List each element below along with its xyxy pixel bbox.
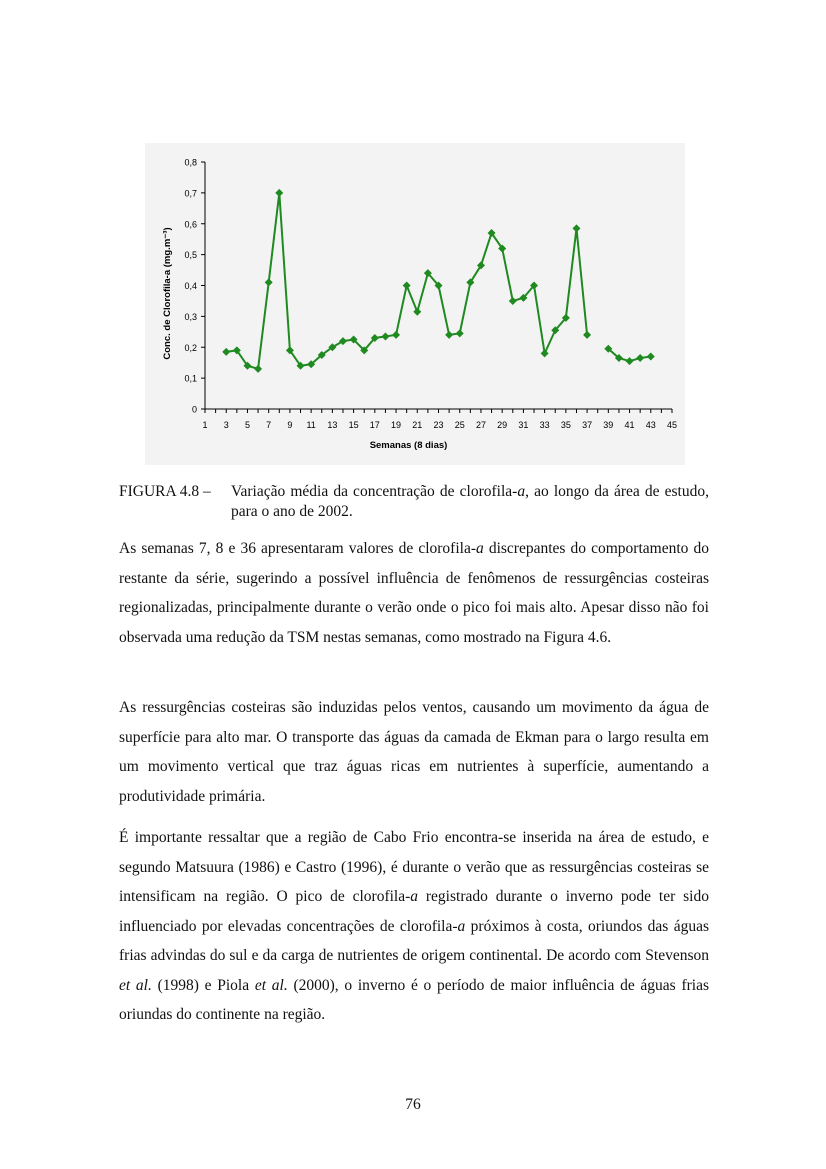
x-tick-label: 43 (645, 420, 656, 430)
data-point (222, 348, 230, 356)
paragraph-1: As semanas 7, 8 e 36 apresentaram valores de clorofila-a discrepantes do comportamento do restante da série, sugerindo a possível influência de fenômenos de ressurgências costeiras regionalizadas, principalmente durante o verão onde o pico foi mais alto. Apesar disso não foi observada uma redução da TSM nestas semanas, como mostrado na Figura 4.6. (119, 540, 709, 646)
x-tick-label: 9 (287, 420, 293, 430)
data-point (541, 349, 549, 357)
x-tick-label: 31 (518, 420, 529, 430)
data-point (339, 337, 347, 345)
x-tick-label: 19 (391, 420, 402, 430)
paragraph-3: É importante ressaltar que a região de Cabo Frio encontra-se inserida na área de estudo, e segundo Matsuura (1986) e Castro (1996), é durante o verão que as ressurgências costeiras se intensificam na região. O pico de clorofila-a registrado durante o inverno pode ter sido influenciado por elevadas concentrações de clorofila-a próximos à costa, oriundos das águas frias advindas do sul e da carga de nutrientes de origem continental. De acordo com Stevenson et al. (1998) e Piola et al. (2000), o inverno é o período de maior influência de águas frias oriundas do continente na região. (119, 829, 709, 1023)
data-point (275, 189, 283, 197)
x-tick-label: 23 (433, 420, 444, 430)
y-axis-label: Conc. de Clorofila-a (mg.m⁻³) (162, 227, 173, 360)
page-number: 76 (405, 1096, 421, 1113)
x-tick-label: 39 (603, 420, 614, 430)
data-point (583, 331, 591, 339)
y-tick-label: 0,7 (184, 188, 197, 199)
y-tick-label: 0,4 (184, 281, 197, 291)
x-tick-label: 15 (348, 420, 359, 430)
x-tick-label: 27 (475, 420, 486, 430)
x-tick-label: 35 (560, 420, 571, 430)
figure-caption-text: Variação média da concentração de clorofila-a, ao longo da área de estudo, para o ano de 2002. (231, 483, 709, 520)
y-tick-label: 0,5 (184, 250, 197, 261)
data-point (392, 331, 400, 339)
data-point (456, 329, 464, 337)
x-tick-label: 33 (539, 420, 550, 430)
x-tick-label: 3 (223, 420, 229, 430)
data-point (509, 297, 517, 305)
x-tick-label: 21 (412, 420, 423, 430)
x-tick-label: 29 (497, 420, 508, 430)
data-point (265, 278, 273, 286)
y-tick-label: 0,6 (184, 219, 197, 230)
data-point (572, 224, 580, 232)
y-tick-label: 0,2 (184, 342, 197, 353)
data-point (254, 365, 262, 373)
series-line-segment (226, 193, 587, 369)
y-tick-label: 0,1 (184, 373, 197, 384)
x-tick-label: 11 (306, 420, 316, 430)
data-point (647, 353, 655, 361)
paragraph-2: As ressurgências costeiras são induzidas pelos ventos, causando um movimento da água de superfície para alto mar. O transporte das águas da camada de Ekman para o largo resulta em um movimento vertical que traz águas ricas em nutrientes à superfície, aumentando a produtividade primária. (119, 699, 709, 805)
data-point (381, 332, 389, 340)
data-point (403, 282, 411, 290)
y-tick-label: 0,8 (184, 157, 197, 168)
data-point (445, 331, 453, 339)
chlorophyll-chart (145, 143, 685, 465)
x-tick-label: 41 (624, 420, 635, 430)
x-tick-label: 13 (327, 420, 338, 430)
figure-caption (119, 482, 709, 522)
chart-svg (145, 143, 685, 465)
x-axis-label: Semanas (8 dias) (369, 440, 448, 451)
x-tick-label: 37 (582, 420, 593, 430)
figure-caption-label: FIGURA 4.8 – (119, 483, 211, 500)
y-tick-label: 0,3 (184, 311, 197, 322)
x-tick-label: 5 (244, 420, 250, 430)
data-point (626, 357, 634, 365)
x-tick-label: 17 (369, 420, 380, 430)
x-tick-label: 7 (266, 420, 272, 430)
y-tick-label: 0 (191, 404, 197, 415)
x-tick-label: 25 (454, 420, 465, 430)
data-point (413, 308, 421, 316)
x-tick-label: 45 (666, 420, 678, 430)
x-tick-label: 1 (202, 420, 208, 430)
data-point (636, 354, 644, 362)
